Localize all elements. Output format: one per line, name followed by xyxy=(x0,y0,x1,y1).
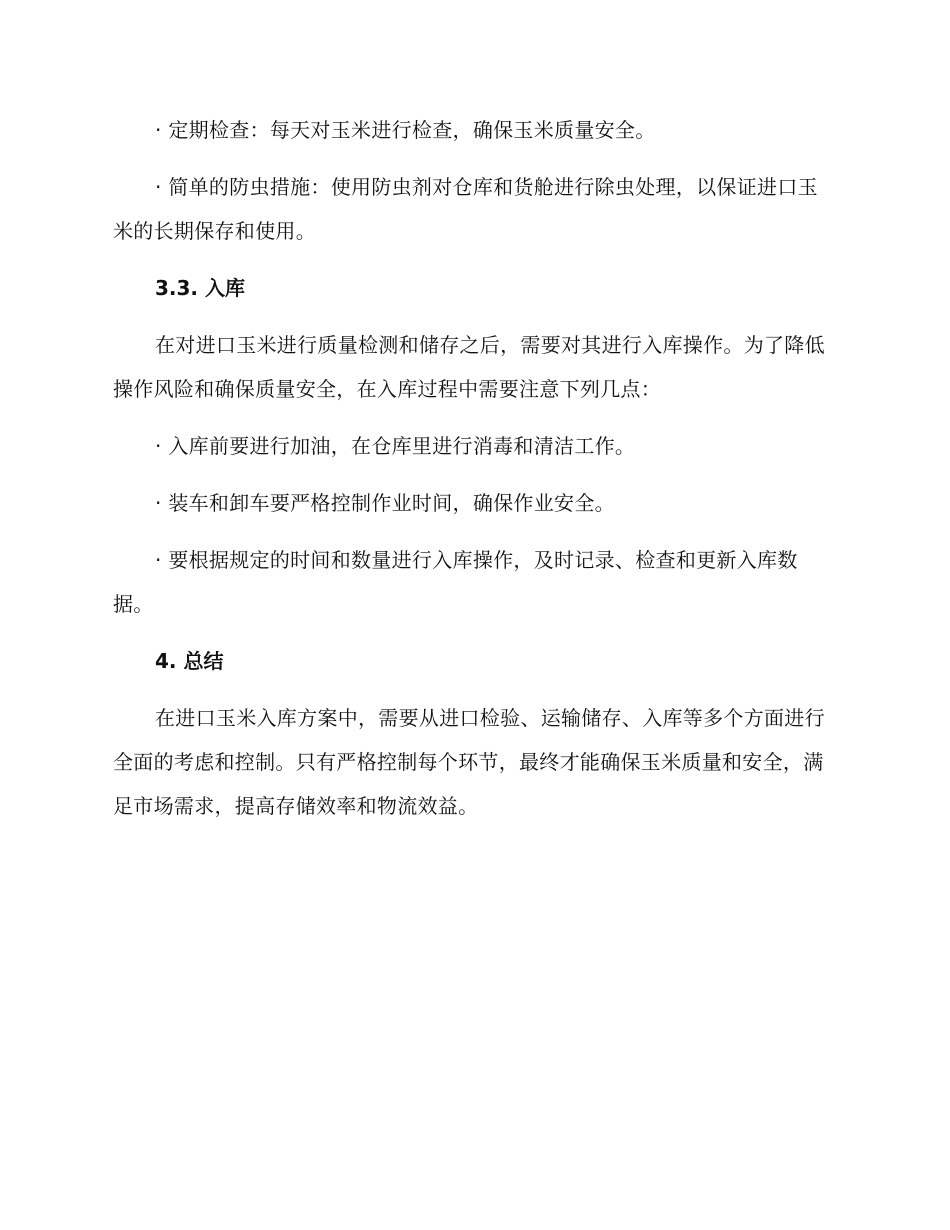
bullet-storage-records: · 要根据规定的时间和数量进行入库操作，及时记录、检查和更新入库数据。 xyxy=(113,548,798,616)
bullet-pest-control: · 简单的防虫措施：使用防虫剂对仓库和货舱进行除虫处理，以保证进口玉米的长期保存和使用。 xyxy=(113,175,818,243)
bullet-pre-storage: · 入库前要进行加油，在仓库里进行消毒和清洁工作。 xyxy=(155,434,636,458)
paragraph-warehousing-intro: 在对进口玉米进行质量检测和储存之后，需要对其进行入库操作。为了降低操作风险和确保质量安全，在入库过程中需要注意下列几点： xyxy=(113,333,825,401)
document-body xyxy=(113,108,835,841)
bullet-regular-inspection: · 定期检查：每天对玉米进行检查，确保玉米质量安全。 xyxy=(155,118,656,142)
bullet-loading-unloading: · 装车和卸车要严格控制作业时间，确保作业安全。 xyxy=(155,491,615,515)
section-heading-summary: 4. 总结 xyxy=(155,649,224,673)
paragraph-summary: 在进口玉米入库方案中，需要从进口检验、运输储存、入库等多个方面进行全面的考虑和控制。只有严格控制每个环节，最终才能确保玉米质量和安全，满足市场需求，提高存储效率和物流效益。 xyxy=(113,706,825,818)
section-heading-warehousing: 3.3. 入库 xyxy=(155,276,245,300)
